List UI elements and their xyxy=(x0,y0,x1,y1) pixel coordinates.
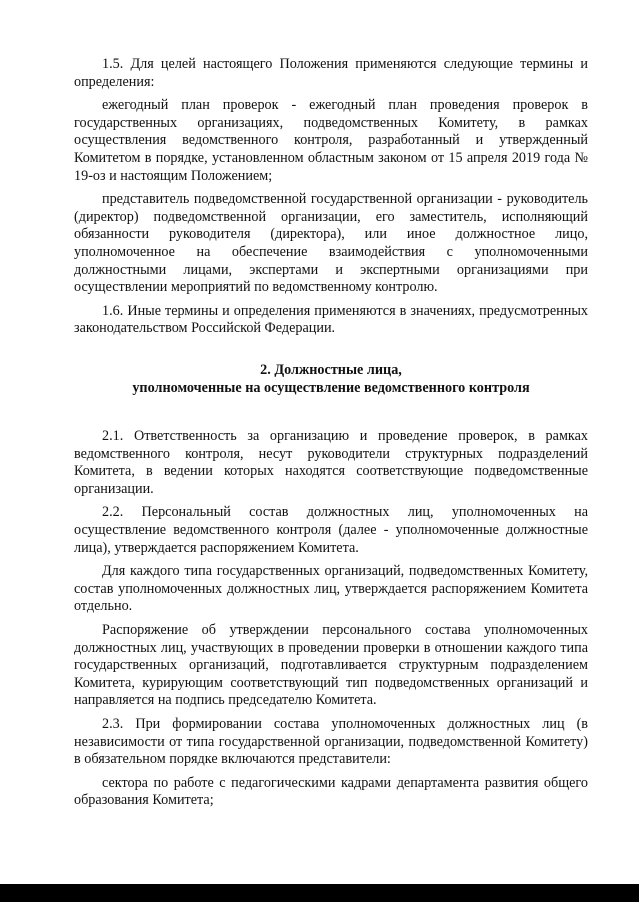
paragraph-sector: сектора по работе с педагогическими кадрами департамента развития общего образования Комитета; xyxy=(74,774,588,809)
section-heading-line-2: уполномоченные на осуществление ведомственного контроля xyxy=(132,379,530,396)
paragraph-representative: представитель подведомственной государственной организации - руководитель (директор) подведомственной организации, его заместитель, исполняющий обязанности руководителя (директора), или иное должностное лицо, уполномоченное на обеспечение взаимодействия с уполномоченными должностными лицами, экспертами и экспертными организациями при осуществлении мероприятий по ведомственному контролю. xyxy=(74,191,588,296)
paragraph-each-type: Для каждого типа государственных организаций, подведомственных Комитету, состав уполномоченных должностных лиц, утверждается распоряжением Комитета отдельно. xyxy=(74,563,588,615)
block-definitions xyxy=(74,56,588,344)
paragraph-2-1: 2.1. Ответственность за организацию и проведение проверок, в рамках ведомственного контроля, несут руководители структурных подразделений Комитета, в ведении которых находятся соответствующие подведомственные организации. xyxy=(74,428,588,497)
scan-edge-bar xyxy=(0,884,639,902)
paragraph-annual-plan: ежегодный план проверок - ежегодный план проведения проверок в государственных организациях, подведомственных Комитету, в рамках осуществления ведомственного контроля, разработанный и утвержденный Комитетом в порядке, установленном областным законом от 15 апреля 2019 года № 19-оз и настоящим Положением; xyxy=(74,97,588,184)
paragraph-1-5: 1.5. Для целей настоящего Положения применяются следующие термины и определения: xyxy=(74,56,588,90)
block-officials xyxy=(74,428,588,816)
paragraph-order-approval: Распоряжение об утверждении персонального состава уполномоченных должностных лиц, участвующих в проведении проверки в отношении каждого типа государственных организаций, подготавливается структурным подразделением Комитета, курирующим соответствующий тип подведомственных организаций и направляется на подпись председателю Комитета. xyxy=(74,621,588,709)
section-heading-line-1: 2. Должностные лица, xyxy=(260,362,402,378)
paragraph-2-3: 2.3. При формировании состава уполномоченных должностных лиц (в независимости от типа государственной организации, подведомственной Комитету) в обязательном порядке включаются представители: xyxy=(74,715,588,768)
section-heading xyxy=(74,362,588,397)
paragraph-2-2: 2.2. Персональный состав должностных лиц, уполномоченных на осуществление ведомственного контроля (далее - уполномоченные должностные лица), утверждается распоряжением Комитета. xyxy=(74,504,588,556)
paragraph-1-6: 1.6. Иные термины и определения применяются в значениях, предусмотренных законодательством Российской Федерации. xyxy=(74,302,588,337)
